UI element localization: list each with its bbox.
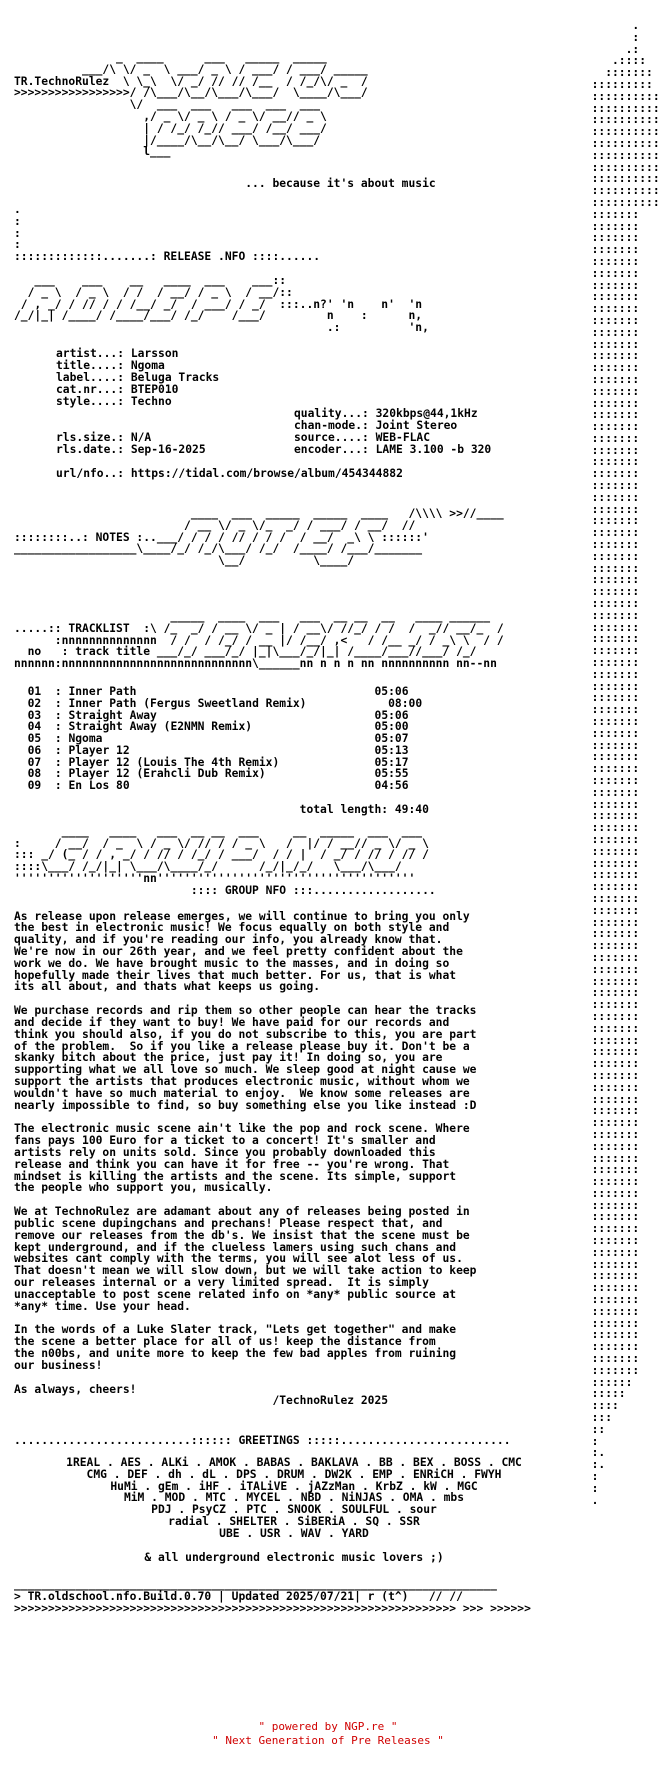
- group-paragraph: We at TechnoRulez are adamant about any of releases being posted in public scene dupingchans and prechans! Please respect that, and remove our releases from the db's. We insist that the scene must be kept underground, and if the clueless lamers using such chans and websites cant comply with the terms, you will see alot less of us. That doesn't mean we will slow down, but we will take action to keep our releases internal or a very limited spread. It is simply unacceptable to post scene related info on *any* public source at *any* time. Use your head.: [14, 1205, 477, 1313]
- greetings-divider: ..........................:::::: GREETINGS :::::.........................: [14, 1434, 511, 1448]
- info-artist: artist...: Larsson: [56, 346, 179, 360]
- release-nfo-divider: :::::::::::::.......: RELEASE .NFO ::::......: [14, 250, 321, 264]
- group-nfo-art: ____ ____ ___ __ __ ___ __ _____ ___ ___ : / __/ / _ \ / _ \/ // / / _ \ / |/ / __// _ \/ _ \ ::: _/ (_ / / , _/ / // / /_/ / ___/ / / | / _/ / // / // / ::::\___/ /_/|_| \___/\____/_/ /_/|_/_/ \___/\___/ '''''''''''''''''''nn'''''''''''''''''''''''''''''''''''''': [14, 824, 429, 886]
- group-paragraph: We purchase records and rip them so other people can hear the tracks and decide if they want to buy! We have paid for our records and think you should also, if you do not subscribe to this, you are part of the problem. So if you like a release please buy it. Don't be a skanky bitch about the price, just pay it! In doing so, you are supporting what we all love so much. We sleep good at night cause we support the artists that produces electronic music, without whom we wouldn't have so much material to enjoy. We know some releases are nearly impossible to find, so buy something else you like instead :D: [14, 1004, 477, 1112]
- info-rls-size: rls.size.: N/A: [56, 430, 152, 444]
- greet-line: 1REAL . AES . ALKi . AMOK . BABAS . BAKLAVA . BB . BEX . BOSS . CMC: [66, 1455, 522, 1469]
- info-style: style....: Techno: [56, 394, 172, 408]
- greet-line: radial . SHELTER . SiBERiA . SQ . SSR: [168, 1514, 420, 1528]
- bottom-rule: _______________________________________________________________________: [14, 1578, 497, 1592]
- track-title: Player 12 (Erahcli Dub Remix): [68, 767, 266, 781]
- release-nfo-art: ___ ___ __ ____ ___ ___:: / _ \ / _ \ / / / __/ / _ \ / __/:: / , _/ / // / / /__/ _/ / ___/ / _/ :::..n?' 'n n' 'n /_/|_| /____/ /____/___/ /_/ /___/ n : n, .: 'n,: [14, 273, 429, 335]
- track-title: Ngoma: [68, 732, 103, 746]
- greet-line: CMG . DEF . dh . dL . DPS . DRUM . DW2K . EMP . ENRiCH . FWYH: [86, 1467, 502, 1481]
- info-encoder: encoder...: LAME 3.100 -b 320: [294, 442, 492, 456]
- dots-spacer: . : : :: [14, 202, 21, 252]
- group-paragraph: The electronic music scene ain't like the pop and rock scene. Where fans pays 100 Euro for a ticket to a concert! It's smaller and artists rely on units sold. Since you probably downloaded this release and think you can have it for free -- you're wrong. That mindset is killing the artists and the scene. Its simple, support the people who support you, musically.: [14, 1122, 470, 1195]
- info-source: source....: WEB-FLAC: [294, 430, 431, 444]
- track-title: Player 12 (Louis The 4th Remix): [68, 755, 280, 769]
- tracklist-table: [14, 686, 594, 816]
- info-chanmode: chan-mode.: Joint Stereo: [294, 418, 458, 432]
- info-label: label....: Beluga Tracks: [56, 370, 220, 384]
- info-title: title....: Ngoma: [56, 358, 165, 372]
- track-title: Player 12: [68, 743, 130, 757]
- build-line: > TR.oldschool.nfo.Build.0.70 | Updated 2025/07/21| r (t^) // //: [14, 1590, 463, 1604]
- group-nfo-text: [14, 911, 594, 1407]
- nfo-page: [14, 0, 594, 1700]
- track-row: 02 : Inner Path (Fergus Sweetland Remix) 08:00: [27, 696, 423, 710]
- greet-line: PDJ . PsyCZ . PTC . SNOOK . SOULFUL . sour: [151, 1503, 437, 1517]
- tagline: [14, 178, 594, 190]
- tagline-text: ... because it's about music: [245, 177, 436, 191]
- track-title: Straight Away (E2NMN Remix): [68, 720, 253, 734]
- track-title: En Los 80: [68, 779, 130, 793]
- track-row: 06 : Player 12 05:13: [27, 743, 409, 757]
- greetings-list: [14, 1457, 574, 1563]
- info-quality: quality...: 320kbps@44,1kHz: [294, 406, 478, 420]
- group-nfo-divider: :::: GROUP NFO :::..................: [190, 883, 436, 897]
- notes-art: ____ ___ _____ _____ ____ /\\\\ >>//____ / __ \/ _ \/_ _/ / ___/ / __/ // ::::::::..: NOTES :..___/ / / / // / / / / __/ _\ \ ::::::' __________________\____/_/ /_/\___/ /_/ /____/ /___/_______ \__/ \____/: [14, 506, 504, 568]
- footer-tagline: " Next Generation of Pre Releases ": [212, 1734, 444, 1747]
- greet-line: MiM . MOD . MTC . MYCEL . NBD . NiNJAS . OMA . mbs: [123, 1491, 465, 1505]
- info-rls-date: rls.date.: Sep-16-2025: [56, 442, 206, 456]
- release-info: [14, 348, 594, 478]
- signature: /TechnoRulez 2025: [272, 1394, 389, 1408]
- footer-powered-by[interactable]: " powered by NGP.re ": [258, 1720, 398, 1733]
- track-title: Inner Path: [68, 684, 137, 698]
- group-paragraph: As release upon release emerges, we will continue to bring you only the best in electronic music! We focus equally on both style and quality, and if you're reading our info, you already know that. We're now in our 26th year, and we feel pretty confident about the work we do. We have brought music to the masses, and in doing so hopefully made their lives that much better. For us, that is what its all about, and thats what keeps us going.: [14, 909, 470, 994]
- track-row: 01 : Inner Path 05:06: [27, 684, 409, 698]
- track-title: Inner Path (Fergus Sweetland Remix): [68, 696, 307, 710]
- track-row: 08 : Player 12 (Erahcli Dub Remix) 05:55: [27, 767, 409, 781]
- track-row: 05 : Ngoma 05:07: [27, 732, 409, 746]
- greet-closing: & all underground electronic music lovers ;): [144, 1550, 444, 1564]
- tracklist-art: _____ ____ ___ ___ __ __ __ ____ ______ .....:: TRACKLIST :\ /_ _/ / __ \/ _ | / __\/ //_/ / / / _// __/_ / :nnnnnnnnnnnnnn / / / /_/ / __ |/ /__/ ,< / /__ _/ / _\ \ / / no : track title ___/_/ ___/_/ |_|\___/_/|_| /____/___//___/ /_/ nnnnnn:nnnnnnnnnnnnnnnnnnnnnnnnnnnn\______nn n n n nn nnnnnnnnnn nn--nn: [14, 609, 504, 671]
- total-length: total length: 49:40: [299, 803, 429, 817]
- track-row: 07 : Player 12 (Louis The 4th Remix) 05:17: [27, 755, 409, 769]
- track-title: Straight Away: [68, 708, 157, 722]
- group-paragraph: In the words of a Luke Slater track, "Lets get together" and make the scene a better place for all of us! keep the distance from the n00bs, and unite more to keep the few bad apples from ruining our business!: [14, 1323, 457, 1372]
- greet-line: UBE . USR . WAV . YARD: [219, 1526, 369, 1540]
- track-row: 03 : Straight Away 05:06: [27, 708, 409, 722]
- greet-line: HuMi . gEm . iHF . iTALiVE . jAZzMan . KrbZ . kW . MGC: [110, 1479, 478, 1493]
- info-catnr: cat.nr...: BTEP010: [56, 382, 179, 396]
- track-row: 09 : En Los 80 04:56: [27, 779, 409, 793]
- track-row: 04 : Straight Away (E2NMN Remix) 05:00: [27, 720, 409, 734]
- right-rail-decoration: . : .: .:::: ::::::: ::::::::: :::::::::: :::::::::: :::::::::: :::::::::: :::::::::: :::::::::: :::::::::: :::::::::: :::::::::: :::::::::: ::::::: ::::::: ::::::: ::::::: ::::::: ::::::: ::::::: ::::::: ::::::: ::::::: ::::::: ::::::: ::::::: ::::::: ::::::: ::::::: ::::::: ::::::: ::::::: ::::::: ::::::: ::::::: ::::::: ::::::: ::::::: ::::::: ::::::: ::::::: ::::::: ::::::: ::::::: ::::::: ::::::: ::::::: ::::::: ::::::: ::::::: ::::::: ::::::: ::::::: ::::::: ::::::: ::::::: ::::::: ::::::: ::::::: ::::::: ::::::: ::::::: ::::::: ::::::: ::::::: ::::::: ::::::: ::::::: ::::::: ::::::: ::::::: ::::::: ::::::: ::::::: ::::::: ::::::: ::::::: ::::::: ::::::: ::::::: ::::::: ::::::: ::::::: ::::::: ::::::: ::::::: ::::::: ::::::: ::::::: ::::::: ::::::: ::::::: ::::::: ::::::: ::::::: ::::::: ::::::: ::::::: ::::::: ::::::: ::::::: ::::::: ::::::: ::::::: ::::::: ::::::: ::::::: ::::::: ::::::: ::::::: ::::::: ::::::: :::::: ::::: :::: ::: :: : :. :. : : .: [591, 19, 660, 1507]
- info-url[interactable]: url/nfo..: https://tidal.com/browse/album/454344882: [56, 466, 403, 480]
- group-paragraph: As always, cheers!: [14, 1382, 137, 1396]
- bottom-arrows: >>>>>>>>>>>>>>>>>>>>>>>>>>>>>>>>>>>>>>>>>>>>>>>>>>>>>>>>>>>>>>>>> >>> >>>>>>: [14, 1601, 531, 1615]
- techno-rulez-logo: _ ____ ___ _____ _____ ___/\ \/ _ \ ___/ _ \ / ___/ / ___/ _____ TR.TechnoRulez \ \_\ \/ _/ // // /__ / /_/\/ _ / >>>>>>>>>>>>>>>>>/ /\___/\__/\___/\___/ \____/\___/ \/ ___ ___ ___ ___ ___ ,/ _ \/ _ \ / _ \/ __// _ \ | / /_/ /_// ___/ /__/ ___/ |/____/\__/\__/ \___/\___/ l___: [14, 51, 368, 159]
